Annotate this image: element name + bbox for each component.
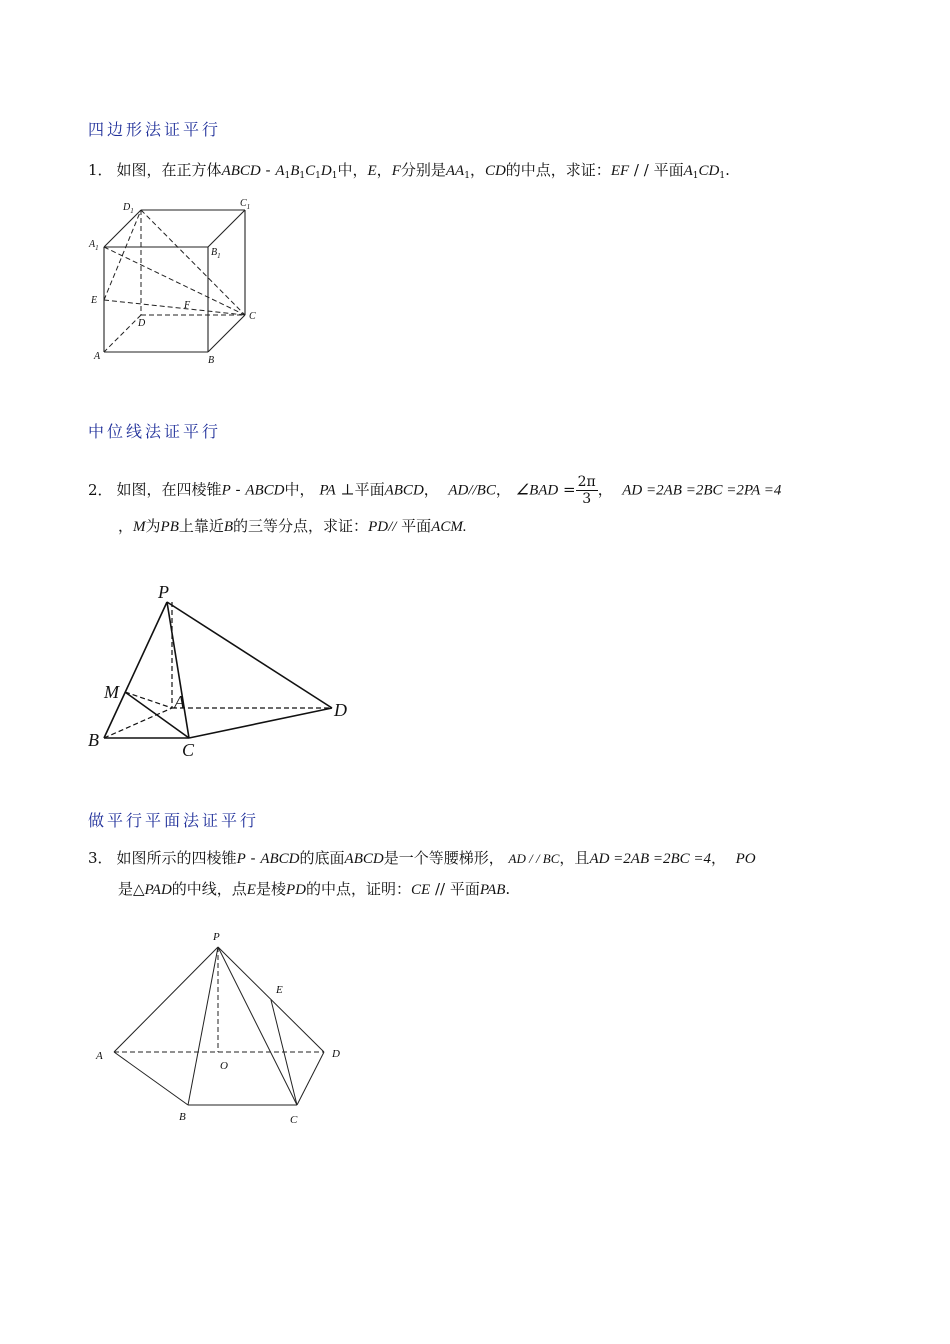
- text: -: [230, 480, 246, 499]
- label-D: D: [332, 1048, 340, 1060]
- text: 平面: [354, 480, 385, 499]
- text: 平面: [653, 161, 684, 179]
- text: .: [505, 880, 511, 898]
- math: M: [133, 519, 146, 535]
- math: P: [221, 482, 231, 499]
- label-C: C: [290, 1114, 298, 1126]
- label-B: B: [208, 355, 215, 366]
- problem-number: 1．: [88, 161, 113, 179]
- math: PB: [160, 519, 179, 535]
- problem-number: 3．: [88, 849, 113, 867]
- section-title-quadrilateral: 四边形法证平行: [88, 120, 222, 139]
- label-E: E: [276, 984, 283, 996]
- fraction-numerator: 2π: [577, 474, 596, 490]
- label-P: P: [213, 931, 220, 943]
- section-title-midline: 中位线法证平行: [88, 422, 222, 441]
- math: ABCD: [344, 851, 384, 867]
- text: 如图，在正方体: [116, 161, 222, 179]
- sub: 1: [692, 171, 699, 181]
- text: ，: [711, 849, 727, 867]
- label-P: P: [158, 582, 169, 602]
- text: ，: [376, 161, 392, 179]
- label-D: D: [334, 700, 347, 720]
- text: ⊥: [335, 480, 355, 499]
- math: PO: [735, 851, 756, 867]
- text: .: [725, 161, 730, 179]
- section-title-parallel-plane: 做平行平面法证平行: [88, 811, 260, 830]
- math-dash: -: [260, 161, 276, 179]
- label-A: A: [96, 1050, 103, 1062]
- text: ，: [495, 480, 511, 499]
- label-E: E: [91, 295, 98, 306]
- sub: 1: [331, 171, 338, 181]
- label-A1: $A_1$: [89, 239, 99, 252]
- math: B: [290, 163, 300, 179]
- math: PAB: [479, 882, 506, 898]
- math: PD: [368, 519, 389, 535]
- label-A: A: [94, 351, 101, 362]
- text: 是△: [118, 880, 145, 898]
- math: ∠BAD: [515, 482, 559, 499]
- math: AD / / BC: [508, 851, 560, 866]
- math-cube: ABCD: [221, 163, 261, 179]
- fraction-denominator: 3: [582, 491, 592, 507]
- text: 的底面: [299, 849, 345, 867]
- text: -: [245, 849, 261, 867]
- sub: 1: [299, 171, 306, 181]
- math: ABCD: [245, 482, 285, 499]
- math: ABCD: [384, 482, 424, 499]
- text: 中，: [284, 480, 315, 499]
- math: ACM.: [431, 519, 467, 535]
- math: //: [388, 519, 397, 535]
- label-B: B: [179, 1111, 186, 1123]
- problem-3-line-2: [118, 878, 510, 901]
- problem-2-line-1: [88, 474, 781, 507]
- text: 分别是: [400, 161, 446, 179]
- text: 为: [145, 517, 161, 535]
- math: A: [683, 163, 693, 179]
- math: F: [391, 163, 401, 179]
- math: AA: [445, 163, 465, 179]
- figure-cube: [80, 195, 280, 375]
- problem-3-line-1: [88, 847, 756, 870]
- math: PAD: [144, 882, 172, 898]
- problem-number: 2．: [88, 480, 113, 499]
- math: E: [367, 163, 377, 179]
- text: 的中点，证明：: [305, 880, 411, 898]
- fraction: [576, 474, 598, 507]
- text: ，: [423, 480, 439, 499]
- math: PD: [285, 882, 306, 898]
- math: E: [246, 882, 256, 898]
- math: B: [223, 519, 234, 535]
- text: 平面: [449, 880, 480, 898]
- text: 上靠近: [178, 517, 224, 535]
- math: A: [275, 163, 285, 179]
- math: C: [305, 163, 316, 179]
- text: 中，: [337, 161, 368, 179]
- text: ，: [118, 517, 134, 535]
- problem-2-line-2: [118, 515, 467, 538]
- label-O: O: [220, 1060, 228, 1072]
- label-F: F: [184, 300, 191, 311]
- text: ，且: [559, 849, 590, 867]
- label-A: A: [174, 692, 185, 712]
- text: 如图，在四棱锥: [116, 480, 222, 499]
- label-C1: $C_1$: [240, 198, 251, 211]
- math: EF: [610, 163, 630, 179]
- math: CE: [411, 882, 431, 898]
- text: 的三等分点，求证：: [233, 517, 369, 535]
- math-equation: AD =2AB =2BC =4: [589, 851, 712, 867]
- text: 的中点，求证：: [505, 161, 611, 179]
- text: =: [558, 480, 576, 499]
- problem-1-text: [88, 159, 730, 187]
- text: 的中线，点: [171, 880, 247, 898]
- math: P: [236, 851, 246, 867]
- label-D1: $D_1$: [123, 202, 134, 215]
- math: AD//BC: [448, 482, 496, 499]
- math: CD: [484, 163, 506, 179]
- text: 是一个等腰梯形，: [383, 849, 504, 867]
- text: 平面: [396, 517, 432, 535]
- label-C: C: [182, 740, 195, 760]
- math: D: [320, 163, 332, 179]
- sub: 1: [464, 171, 470, 181]
- math-equation: AD =2AB =2BC =2PA =4: [622, 482, 782, 499]
- label-M: M: [104, 682, 119, 702]
- sub: 1: [315, 171, 321, 181]
- figure-pyramid-3: [90, 925, 370, 1135]
- figure-pyramid-2: [80, 580, 380, 770]
- text: ，: [597, 480, 613, 499]
- math: CD: [698, 163, 720, 179]
- sub: 1: [284, 171, 291, 181]
- label-C: C: [249, 311, 256, 322]
- text: ，: [469, 161, 485, 179]
- sub: 1: [719, 171, 726, 181]
- text: 如图所示的四棱锥: [116, 849, 237, 867]
- label-B1: $B_1$: [211, 247, 221, 260]
- text: 是棱: [255, 880, 286, 898]
- text: / /: [629, 161, 654, 179]
- label-B: B: [88, 730, 99, 750]
- math: PA: [319, 482, 336, 499]
- text: //: [430, 880, 450, 898]
- label-D: D: [138, 318, 146, 329]
- math: ABCD: [260, 851, 300, 867]
